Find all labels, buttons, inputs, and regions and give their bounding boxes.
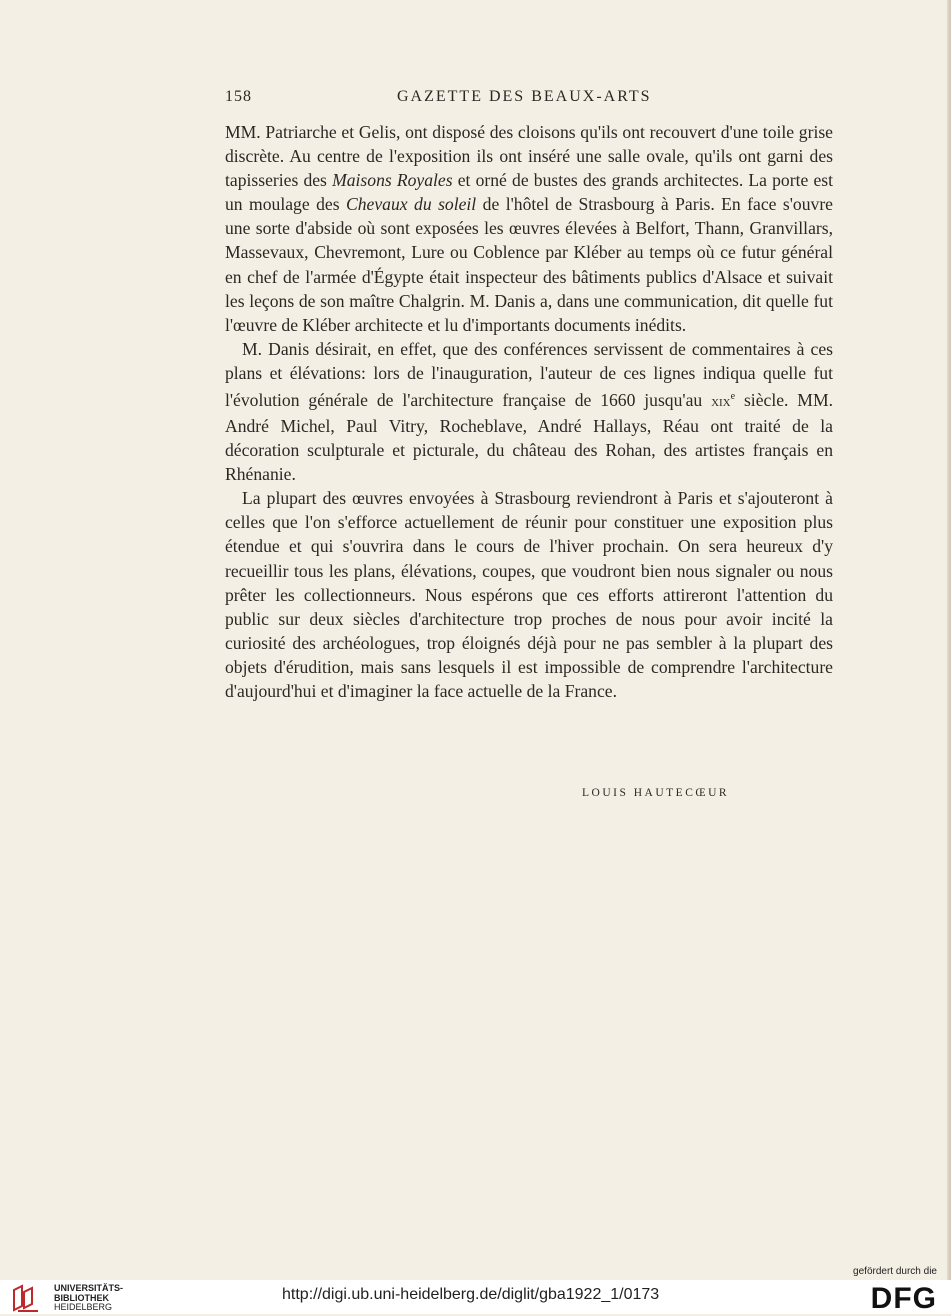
library-name-line: UNIVERSITÄTS- bbox=[54, 1283, 124, 1293]
italic-title: Maisons Royales bbox=[332, 170, 453, 191]
century-numeral: xix bbox=[711, 393, 731, 410]
text-run: siècle. MM. André Michel, Paul Vitry, Rocheblave, André Hallays, Réau ont traité de la décoration sculpturale et picturale, du château des Rohan, des artistes français en Rhénanie. bbox=[225, 389, 833, 485]
paragraph-3: La plupart des œuvres envoyées à Strasbourg reviendront à Paris et s'ajouteront à celles que l'on s'efforce actuellement de réunir pour constituer une exposition plus étendue et qui s'ouvrira dans le cours de l'hiver prochain. On sera heureux d'y recueillir tous les plans, élévations, coupes, que voudront bien nous signaler ou nous prêter les collectionneurs. Nous espérons que ces efforts attireront l'attention du public sur deux siècles d'architecture trop proches de nous pour avoir incité la curiosité des archéologues, trop éloignés déjà pour ne pas sembler à la plupart des objets d'érudition, mais sans lesquels il est impossible de comprendre l'architecture d'aujourd'hui et d'imaginer la face actuelle de la France. bbox=[225, 488, 833, 702]
text-run: et orné de bustes des grands architectes. La porte est un moulage des bbox=[225, 170, 833, 215]
running-header bbox=[225, 88, 831, 110]
superscript: e bbox=[730, 391, 736, 403]
library-name-line: HEIDELBERG bbox=[54, 1302, 113, 1312]
library-name bbox=[54, 1284, 123, 1313]
text-run: M. Danis désirait, en effet, que des conférences servissent de commentaires à ces plans et élévations: lors de l'inauguration, l'auteur de ces lignes indiqua quelle fut l'évolution générale de l'architecture française de 1660 jusqu'au bbox=[225, 338, 833, 410]
source-url[interactable]: http://digi.ub.uni-heidelberg.de/diglit/gba1922_1/0173 bbox=[282, 1286, 660, 1303]
library-logo-icon bbox=[8, 1284, 48, 1312]
journal-title: GAZETTE DES BEAUX-ARTS bbox=[397, 88, 652, 105]
library-name-line: BIBLIOTHEK bbox=[54, 1292, 109, 1303]
paragraph-1 bbox=[225, 120, 833, 337]
footer-bar bbox=[0, 1266, 951, 1315]
text-run: MM. Patriarche et Gelis, ont disposé des cloisons qu'ils ont recouvert d'une toile grise discrète. Au centre de l'exposition ils ont inséré une salle ovale, qu'ils ont garni des tapisseries des bbox=[225, 122, 833, 191]
author-signature: LOUIS HAUTECŒUR bbox=[582, 787, 730, 799]
funded-by-label: gefördert durch die bbox=[853, 1266, 937, 1277]
page-number: 158 bbox=[225, 88, 252, 105]
italic-title: Chevaux du soleil bbox=[346, 194, 477, 215]
page-edge bbox=[947, 0, 951, 1280]
paragraph-2 bbox=[225, 337, 833, 486]
dfg-logo: DFG bbox=[870, 1282, 937, 1315]
text-run: de l'hôtel de Strasbourg à Paris. En face s'ouvre une sorte d'abside où sont exposées les œuvres élevées à Belfort, Thann, Granvillars, Massevaux, Chevremont, Lure ou Coblence par Kléber au temps où ce futur général en chef de l'armée d'Égypte était inspecteur des bâtiments publics d'Alsace et suivait les leçons de son maître Chalgrin. M. Danis a, dans une communication, dit quelle fut l'œuvre de Kléber architecte et lu d'importants documents inédits. bbox=[225, 194, 833, 335]
article-body bbox=[225, 120, 833, 703]
